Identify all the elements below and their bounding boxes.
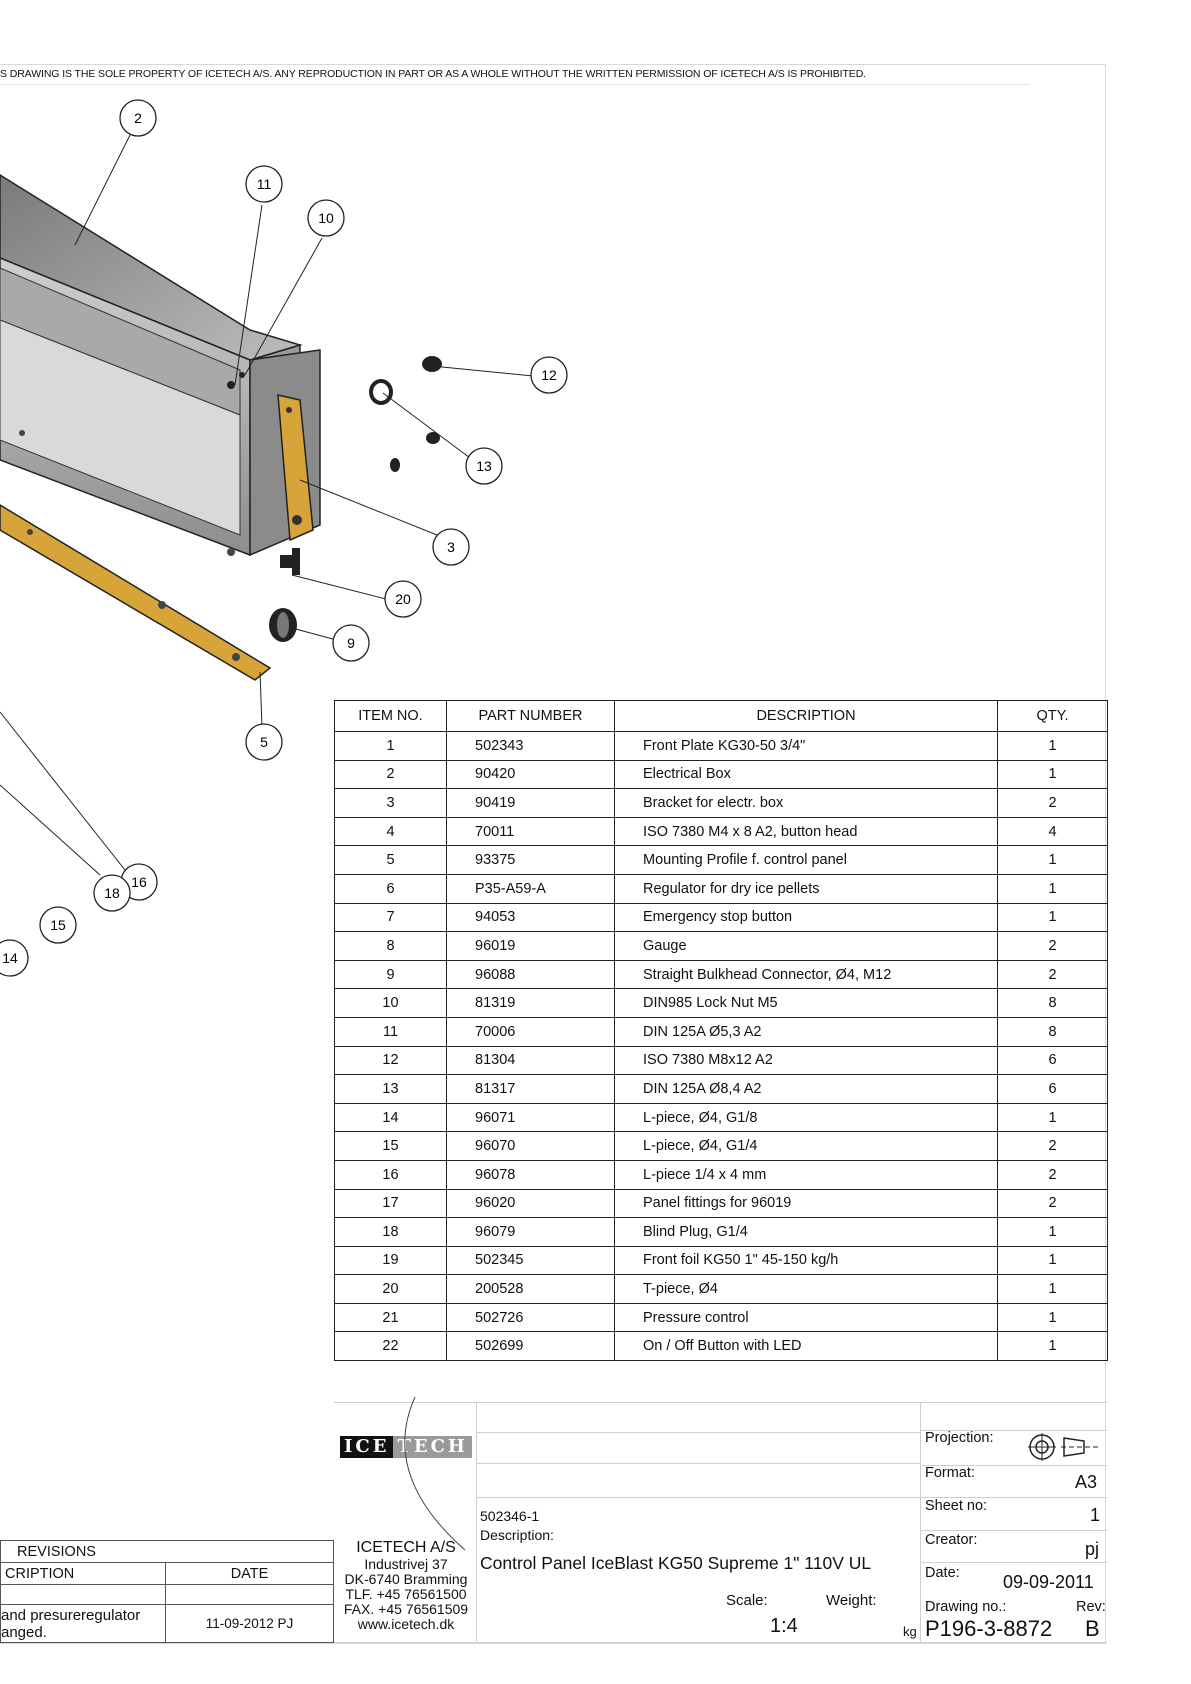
bom-description: Panel fittings for 96019 [615, 1189, 998, 1218]
revisions-table [0, 1540, 334, 1643]
bom-part-number: 81319 [447, 989, 615, 1018]
bom-row [335, 903, 1108, 932]
bom-qty: 1 [998, 1275, 1108, 1304]
creator-label: Creator: [925, 1532, 978, 1548]
bom-row [335, 1303, 1108, 1332]
svg-text:10: 10 [318, 210, 334, 226]
bom-description: Emergency stop button [615, 903, 998, 932]
bom-qty: 1 [998, 1332, 1108, 1361]
bom-qty: 1 [998, 1218, 1108, 1247]
bom-part-number: 81304 [447, 1046, 615, 1075]
bom-qty: 1 [998, 732, 1108, 761]
bom-qty: 2 [998, 932, 1108, 961]
balloon-10 [308, 200, 344, 236]
bom-description: ISO 7380 M8x12 A2 [615, 1046, 998, 1075]
scale-label: Scale: [726, 1592, 768, 1609]
bom-row [335, 732, 1108, 761]
bom-row [335, 1103, 1108, 1132]
bom-description: DIN985 Lock Nut M5 [615, 989, 998, 1018]
bom-description: Mounting Profile f. control panel [615, 846, 998, 875]
bom-item-no: 19 [335, 1246, 447, 1275]
bom-description: Front foil KG50 1" 45-150 kg/h [615, 1246, 998, 1275]
company-fax: FAX. +45 76561509 [343, 1601, 469, 1617]
company-name: ICETECH A/S [356, 1539, 456, 1556]
bom-row [335, 960, 1108, 989]
revisions-col-date: DATE [166, 1563, 334, 1585]
rev-value: B [1085, 1616, 1100, 1641]
bom-description: Front Plate KG30-50 3/4" [615, 732, 998, 761]
date-label: Date: [925, 1565, 960, 1581]
svg-text:9: 9 [347, 635, 355, 651]
bom-part-number: 502343 [447, 732, 615, 761]
bom-item-no: 20 [335, 1275, 447, 1304]
bom-description: L-piece, Ø4, G1/4 [615, 1132, 998, 1161]
bom-qty: 1 [998, 1303, 1108, 1332]
bom-part-number: 93375 [447, 846, 615, 875]
company-address2: DK-6740 Bramming [344, 1571, 468, 1587]
bom-qty: 8 [998, 1017, 1108, 1046]
balloon-5 [246, 724, 282, 760]
bom-part-number: 81317 [447, 1075, 615, 1104]
bom-row [335, 846, 1108, 875]
bom-item-no: 2 [335, 760, 447, 789]
titleblock-row-line1 [476, 1432, 920, 1433]
bom-qty: 2 [998, 960, 1108, 989]
bom-qty: 1 [998, 1103, 1108, 1132]
svg-text:12: 12 [541, 367, 557, 383]
bom-header-part: PART NUMBER [447, 701, 615, 732]
bom-row [335, 989, 1108, 1018]
bom-part-number: 502699 [447, 1332, 615, 1361]
bom-row [335, 817, 1108, 846]
svg-text:13: 13 [476, 458, 492, 474]
bom-item-no: 18 [335, 1218, 447, 1247]
bom-description: Regulator for dry ice pellets [615, 874, 998, 903]
bom-qty: 1 [998, 1246, 1108, 1275]
weight-unit: kg [903, 1624, 917, 1639]
bom-part-number: 96070 [447, 1132, 615, 1161]
bom-item-no: 15 [335, 1132, 447, 1161]
bom-description: L-piece 1/4 x 4 mm [615, 1160, 998, 1189]
revisions-col-description: CRIPTION [1, 1563, 166, 1585]
svg-text:14: 14 [2, 950, 18, 966]
bom-body [335, 732, 1108, 1361]
bom-row [335, 1332, 1108, 1361]
bom-header-item: ITEM NO. [335, 701, 447, 732]
weight-label: Weight: [826, 1592, 877, 1609]
date-value: 09-09-2011 [1003, 1572, 1094, 1592]
bom-part-number: 96078 [447, 1160, 615, 1189]
bom-description: Straight Bulkhead Connector, Ø4, M12 [615, 960, 998, 989]
bom-row [335, 1046, 1108, 1075]
sheet-label: Sheet no: [925, 1498, 988, 1514]
description-label: Description: [480, 1527, 554, 1543]
scale-value: 1:4 [770, 1615, 798, 1637]
bom-qty: 6 [998, 1075, 1108, 1104]
bom-part-number: 502726 [447, 1303, 615, 1332]
balloon-9 [333, 625, 369, 661]
bom-row [335, 1189, 1108, 1218]
bom-description: DIN 125A Ø8,4 A2 [615, 1075, 998, 1104]
svg-text:16: 16 [131, 874, 147, 890]
svg-text:11: 11 [256, 176, 272, 192]
titleblock-divider-v2 [920, 1402, 921, 1642]
bom-qty: 1 [998, 760, 1108, 789]
titleblock-row-line3 [476, 1497, 1107, 1498]
bom-description: Electrical Box [615, 760, 998, 789]
projection-label: Projection: [925, 1430, 994, 1446]
bom-qty: 1 [998, 874, 1108, 903]
svg-text:3: 3 [447, 539, 455, 555]
icetech-logo: ICE TECH [340, 1436, 472, 1458]
company-address1: Industrivej 37 [364, 1556, 448, 1572]
sheet-value: 1 [1090, 1505, 1101, 1525]
bom-qty: 8 [998, 989, 1108, 1018]
bom-description: DIN 125A Ø5,3 A2 [615, 1017, 998, 1046]
drawing-number-label: Drawing no.: [925, 1599, 1007, 1615]
creator-value: pj [1085, 1539, 1100, 1559]
bom-item-no: 13 [335, 1075, 447, 1104]
bill-of-materials-table [334, 700, 1108, 1361]
electrical-box-part [0, 175, 320, 556]
bom-item-no: 10 [335, 989, 447, 1018]
bom-part-number: 90420 [447, 760, 615, 789]
bom-qty: 2 [998, 1189, 1108, 1218]
bom-part-number: 90419 [447, 789, 615, 818]
format-value: A3 [1075, 1472, 1098, 1492]
balloon-14 [0, 940, 28, 976]
bom-description: ISO 7380 M4 x 8 A2, button head [615, 817, 998, 846]
bom-description: Blind Plug, G1/4 [615, 1218, 998, 1247]
bom-row [335, 1275, 1108, 1304]
bom-item-no: 9 [335, 960, 447, 989]
bom-part-number: 96019 [447, 932, 615, 961]
bom-part-number: 96079 [447, 1218, 615, 1247]
bom-row [335, 1075, 1108, 1104]
bom-item-no: 7 [335, 903, 447, 932]
bom-item-no: 3 [335, 789, 447, 818]
bom-qty: 1 [998, 903, 1108, 932]
drawing-number-value: P196-3-8872 [925, 1616, 1053, 1641]
svg-text:20: 20 [395, 591, 411, 607]
bom-part-number: 96088 [447, 960, 615, 989]
bom-description: T-piece, Ø4 [615, 1275, 998, 1304]
bom-item-no: 5 [335, 846, 447, 875]
bom-qty: 2 [998, 1160, 1108, 1189]
titleblock-row-line6 [920, 1530, 1107, 1531]
balloon-2 [120, 100, 156, 136]
format-label: Format: [925, 1465, 975, 1481]
bom-row [335, 1160, 1108, 1189]
revisions-title: REVISIONS [1, 1541, 334, 1563]
bom-qty: 2 [998, 1132, 1108, 1161]
balloon-18 [94, 875, 130, 911]
svg-text:5: 5 [260, 734, 268, 750]
titleblock-row-line7 [920, 1562, 1107, 1563]
balloon-15 [40, 907, 76, 943]
balloon-12 [531, 357, 567, 393]
bom-item-no: 1 [335, 732, 447, 761]
bom-qty: 4 [998, 817, 1108, 846]
revision-entry-date: 11-09-2012 PJ [166, 1605, 334, 1643]
titleblock-border-bottom [334, 1642, 1107, 1643]
bom-row [335, 789, 1108, 818]
bom-item-no: 16 [335, 1160, 447, 1189]
bom-part-number: 94053 [447, 903, 615, 932]
bom-row [335, 1017, 1108, 1046]
bom-row [335, 1246, 1108, 1275]
bom-item-no: 17 [335, 1189, 447, 1218]
bom-row [335, 1218, 1108, 1247]
titleblock-row-line2 [476, 1463, 920, 1464]
bom-item-no: 4 [335, 817, 447, 846]
bom-item-no: 11 [335, 1017, 447, 1046]
copyright-notice: S DRAWING IS THE SOLE PROPERTY OF ICETECH A/S. ANY REPRODUCTION IN PART OR AS A WHOLE WITHOUT THE WRITTEN PERMISSION OF ICETECH A/S IS PROHIBITED. [0, 68, 866, 80]
bom-qty: 1 [998, 846, 1108, 875]
svg-text:15: 15 [50, 917, 66, 933]
bom-description: Bracket for electr. box [615, 789, 998, 818]
bom-description: On / Off Button with LED [615, 1332, 998, 1361]
titleblock-divider-v1 [476, 1402, 477, 1642]
bom-description: Pressure control [615, 1303, 998, 1332]
bom-qty: 6 [998, 1046, 1108, 1075]
company-block [336, 1538, 476, 1632]
bom-description: Gauge [615, 932, 998, 961]
balloon-3 [433, 529, 469, 565]
logo-arc [395, 1395, 475, 1555]
revision-entry-description: and presureregulator anged. [1, 1605, 166, 1643]
bom-part-number: 70006 [447, 1017, 615, 1046]
bom-row [335, 874, 1108, 903]
company-tlf: TLF. +45 76561500 [345, 1586, 467, 1602]
bom-row [335, 932, 1108, 961]
balloon-11 [246, 166, 282, 202]
bom-part-number: 96071 [447, 1103, 615, 1132]
svg-text:2: 2 [134, 110, 142, 126]
rev-label: Rev: [1076, 1599, 1106, 1615]
bom-item-no: 8 [335, 932, 447, 961]
balloon-13 [466, 448, 502, 484]
bom-item-no: 12 [335, 1046, 447, 1075]
svg-text:18: 18 [104, 885, 120, 901]
description-value: Control Panel IceBlast KG50 Supreme 1" 110V UL [480, 1553, 872, 1573]
bom-row [335, 1132, 1108, 1161]
bom-qty: 2 [998, 789, 1108, 818]
part-number: 502346-1 [480, 1508, 540, 1524]
bom-row [335, 760, 1108, 789]
bom-part-number: P35-A59-A [447, 874, 615, 903]
bom-item-no: 6 [335, 874, 447, 903]
bom-part-number: 502345 [447, 1246, 615, 1275]
bom-header-row [335, 701, 1108, 732]
bom-part-number: 70011 [447, 817, 615, 846]
bom-item-no: 21 [335, 1303, 447, 1332]
bom-part-number: 96020 [447, 1189, 615, 1218]
bom-item-no: 22 [335, 1332, 447, 1361]
bom-item-no: 14 [335, 1103, 447, 1132]
company-web: www.icetech.dk [357, 1616, 455, 1632]
bom-header-qty: QTY. [998, 701, 1108, 732]
balloon-20 [385, 581, 421, 617]
bom-header-description: DESCRIPTION [615, 701, 998, 732]
bom-part-number: 200528 [447, 1275, 615, 1304]
projection-icon [1028, 1432, 1100, 1462]
bom-description: L-piece, Ø4, G1/8 [615, 1103, 998, 1132]
